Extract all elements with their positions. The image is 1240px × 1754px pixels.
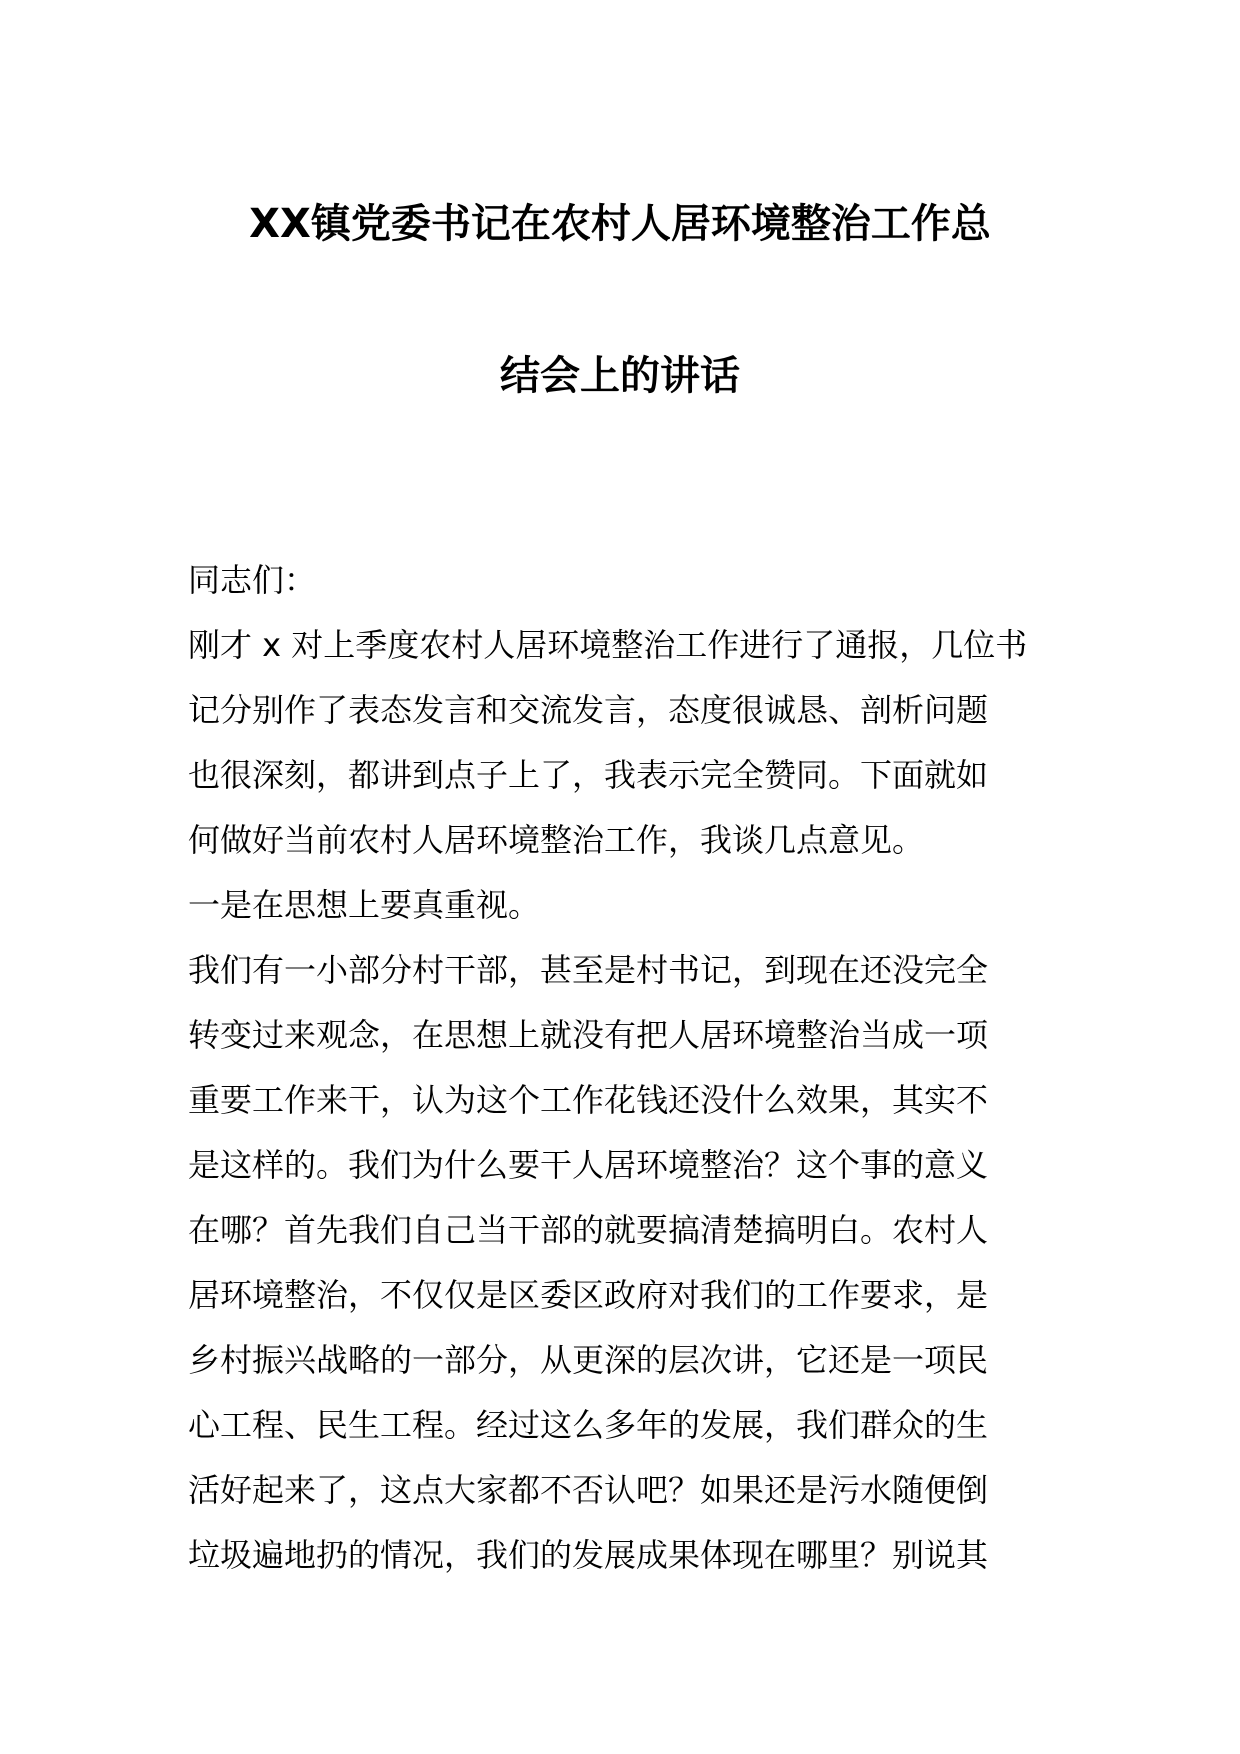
body-line: 垃圾遍地扔的情况，我们的发展成果体现在哪里？别说其 — [188, 1536, 989, 1574]
body-line: 乡村振兴战略的一部分，从更深的层次讲，它还是一项民 — [188, 1341, 989, 1379]
body-line: 也很深刻，都讲到点子上了，我表示完全赞同。下面就如 — [188, 756, 989, 794]
body-line: 我们有一小部分村干部，甚至是村书记，到现在还没完全 — [188, 951, 989, 989]
document-title — [120, 200, 1120, 400]
body-line: 同志们： — [188, 561, 317, 599]
body-line: 活好起来了，这点大家都不否认吧？如果还是污水随便倒 — [188, 1471, 989, 1509]
body-line: 是这样的。我们为什么要干人居环境整治？这个事的意义 — [188, 1146, 989, 1184]
body-line: 在哪？首先我们自己当干部的就要搞清楚搞明白。农村人 — [188, 1211, 989, 1249]
document-body — [188, 548, 1058, 1588]
title-line-2: 结会上的讲话 — [500, 353, 740, 399]
body-line: 转变过来观念，在思想上就没有把人居环境整治当成一项 — [188, 1016, 989, 1054]
body-line: 何做好当前农村人居环境整治工作，我谈几点意见。 — [188, 821, 925, 859]
section-heading: 一是在思想上要真重视。 — [188, 886, 541, 924]
body-line: 重要工作来干，认为这个工作花钱还没什么效果，其实不 — [188, 1081, 989, 1119]
body-line: 心工程、民生工程。经过这么多年的发展，我们群众的生 — [188, 1406, 989, 1444]
body-line: 居环境整治，不仅仅是区委区政府对我们的工作要求，是 — [188, 1276, 989, 1314]
body-line: 记分别作了表态发言和交流发言，态度很诚恳、剖析问题 — [188, 691, 989, 729]
title-line-1: XX镇党委书记在农村人居环境整治工作总 — [249, 201, 991, 247]
body-line: 刚才 x 对上季度农村人居环境整治工作进行了通报，几位书 — [188, 626, 1028, 664]
